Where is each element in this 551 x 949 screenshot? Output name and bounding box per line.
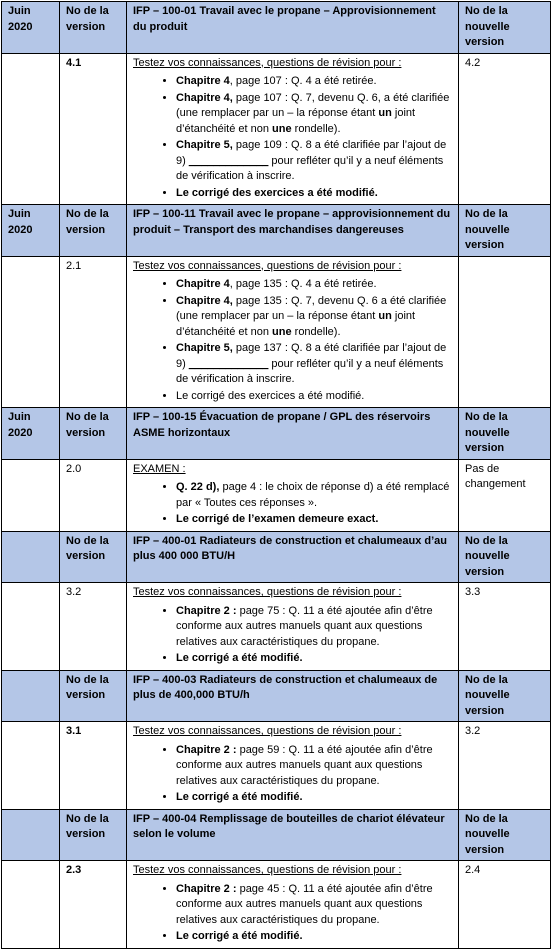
empty-date-cell: [2, 861, 60, 949]
change-item-text: page 4 : le choix de réponse d) a été remplacé par « Toutes ces réponses ».: [176, 481, 450, 509]
change-intro: Testez vos connaissances, questions de révision pour :: [133, 586, 402, 598]
version-number: 4.1: [60, 53, 127, 205]
change-item: [176, 294, 452, 341]
new-version-column-header: No de la nouvelle version: [459, 809, 551, 861]
version-number: 2.0: [60, 459, 127, 531]
change-description: [127, 722, 459, 810]
section-header-row: [2, 408, 551, 460]
change-item-text: Le corrigé a été modifié.: [176, 930, 303, 942]
empty-date-cell: [2, 722, 60, 810]
change-item-text: pour refléter qu’il y a neuf éléments de vérification à inscrire.: [176, 154, 444, 182]
change-item-text: Chapitre 4: [176, 278, 230, 290]
change-item-text: une: [272, 122, 292, 135]
change-item-text: joint d’étanchéité et non: [176, 107, 416, 135]
fill-in-blank: _____________: [188, 154, 269, 167]
section-date: [2, 809, 60, 861]
section-date: Juin 2020: [2, 205, 60, 257]
version-column-header: No de la version: [60, 670, 127, 722]
section-header-row: [2, 670, 551, 722]
new-version-column-header: No de la nouvelle version: [459, 408, 551, 460]
section-title: IFP – 100-11 Travail avec le propane – approvisionnement du produit – Transport des marchandises dangereuses: [127, 205, 459, 257]
change-item: [176, 480, 452, 511]
change-item-text: Chapitre 4,: [176, 91, 233, 104]
version-column-header: No de la version: [60, 408, 127, 460]
change-intro: Testez vos connaissances, questions de révision pour :: [133, 725, 402, 737]
change-list: [133, 882, 452, 945]
change-item-text: joint d’étanchéité et non: [176, 310, 416, 338]
section-header-row: [2, 531, 551, 583]
section-content-row: [2, 861, 551, 949]
change-item-text: Le corrigé des exercices a été modifié.: [176, 389, 365, 402]
version-number: 2.1: [60, 256, 127, 408]
change-item-text: pour refléter qu’il y a neuf éléments de vérification à inscrire.: [176, 357, 444, 385]
change-item-text: Chapitre 2 :: [176, 743, 237, 756]
change-item-text: rondelle).: [291, 325, 341, 338]
change-item-text: Chapitre 4,: [176, 294, 233, 307]
change-item: [176, 91, 452, 138]
change-item-text: page 109 : Q. 8 a été clarifiée par l’ajout de 9): [176, 139, 447, 167]
new-version-number: 3.2: [459, 722, 551, 810]
change-item: [176, 743, 452, 790]
change-item: [176, 790, 452, 806]
change-item-text: Le corrigé des exercices a été modifié.: [176, 186, 378, 199]
change-list: [133, 277, 452, 404]
change-intro: EXAMEN :: [133, 462, 186, 475]
empty-date-cell: [2, 53, 60, 205]
new-version-column-header: No de la nouvelle version: [459, 670, 551, 722]
change-item: [176, 277, 452, 293]
change-item: [176, 341, 452, 388]
section-header-row: [2, 809, 551, 861]
section-title: IFP – 400-04 Remplissage de bouteilles de chariot élévateur selon le volume: [127, 809, 459, 861]
change-item: [176, 929, 452, 945]
change-item: [176, 138, 452, 185]
change-item-text: Chapitre 5,: [176, 139, 233, 151]
version-column-header: No de la version: [60, 2, 127, 54]
change-item-text: , page 135 : Q. 4 a été retirée.: [229, 278, 377, 290]
section-content-row: [2, 256, 551, 408]
empty-date-cell: [2, 459, 60, 531]
change-item-text: page 137 : Q. 8 a été clarifiée par l’ajout de 9): [176, 342, 447, 370]
change-item-text: une: [272, 325, 292, 338]
section-date: [2, 670, 60, 722]
change-item: [176, 512, 452, 528]
change-intro: Testez vos connaissances, questions de révision pour :: [133, 259, 402, 272]
version-column-header: No de la version: [60, 809, 127, 861]
version-number: 3.1: [60, 722, 127, 810]
change-description: [127, 256, 459, 408]
change-item-text: page 45 : Q. 11 a été ajoutée afin d’être conforme aux autres manuels quant aux questions relatives aux caractéristiques du propane.: [176, 882, 433, 926]
section-date: [2, 531, 60, 583]
new-version-column-header: No de la nouvelle version: [459, 2, 551, 54]
section-content-row: [2, 583, 551, 671]
new-version-column-header: No de la nouvelle version: [459, 531, 551, 583]
change-item-text: Chapitre 2 :: [176, 882, 237, 895]
section-header-row: [2, 2, 551, 54]
version-number: 3.2: [60, 583, 127, 671]
change-item: [176, 604, 452, 651]
change-item-text: Chapitre 2 :: [176, 604, 237, 617]
change-item-text: rondelle).: [291, 122, 341, 135]
section-date: Juin 2020: [2, 408, 60, 460]
change-list: [133, 74, 452, 201]
change-item-text: Q. 22 d),: [176, 481, 220, 493]
section-content-row: [2, 459, 551, 531]
change-item: [176, 651, 452, 667]
new-version-number: [459, 256, 551, 408]
change-list: [133, 480, 452, 528]
change-item-text: Le corrigé a été modifié.: [176, 652, 303, 664]
change-item: [176, 186, 452, 202]
change-description: [127, 459, 459, 531]
new-version-number: 4.2: [459, 53, 551, 205]
section-title: IFP – 100-01 Travail avec le propane – Approvisionnement du produit: [127, 2, 459, 54]
new-version-number: Pas de changement: [459, 459, 551, 531]
new-version-number: 2.4: [459, 861, 551, 949]
new-version-number: 3.3: [459, 583, 551, 671]
change-list: [133, 743, 452, 806]
revision-table: [1, 1, 551, 949]
change-item-text: Le corrigé de l’examen demeure exact.: [176, 513, 379, 525]
revision-table-body: [2, 2, 551, 949]
section-header-row: [2, 205, 551, 257]
change-item-text: un: [378, 107, 392, 119]
change-intro: Testez vos connaissances, questions de révision pour :: [133, 56, 402, 69]
new-version-column-header: No de la nouvelle version: [459, 205, 551, 257]
change-list: [133, 604, 452, 667]
change-intro: Testez vos connaissances, questions de révision pour :: [133, 864, 402, 876]
change-item-text: page 75 : Q. 11 a été ajoutée afin d’être conforme aux autres manuels quant aux questions relatives aux caractéristiques du propane.: [176, 604, 433, 648]
version-column-header: No de la version: [60, 205, 127, 257]
change-item-text: page 135 : Q. 7, devenu Q. 6 a été clarifiée (une remplacer par un – la réponse étant: [176, 294, 447, 322]
change-description: [127, 861, 459, 949]
section-title: IFP – 100-15 Évacuation de propane / GPL des réservoirs ASME horizontaux: [127, 408, 459, 460]
version-number: 2.3: [60, 861, 127, 949]
change-item-text: Le corrigé a été modifié.: [176, 791, 303, 803]
version-column-header: No de la version: [60, 531, 127, 583]
change-item: [176, 74, 452, 90]
change-item-text: page 59 : Q. 11 a été ajoutée afin d’être conforme aux autres manuels quant aux questions relatives aux caractéristiques du propane.: [176, 743, 433, 787]
change-description: [127, 53, 459, 205]
change-item-text: un: [378, 310, 392, 322]
change-item-text: Chapitre 4: [176, 75, 230, 87]
empty-date-cell: [2, 256, 60, 408]
fill-in-blank: _____________: [188, 357, 269, 370]
section-title: IFP – 400-03 Radiateurs de construction et chalumeaux de plus de 400,000 BTU/h: [127, 670, 459, 722]
change-item-text: page 107 : Q. 7, devenu Q. 6, a été clarifiée (une remplacer par un – la réponse étant: [176, 91, 450, 119]
change-item: [176, 389, 452, 405]
section-content-row: [2, 722, 551, 810]
change-description: [127, 583, 459, 671]
section-date: Juin 2020: [2, 2, 60, 54]
change-item-text: Chapitre 5,: [176, 342, 233, 354]
section-content-row: [2, 53, 551, 205]
section-title: IFP – 400-01 Radiateurs de construction et chalumeaux d’au plus 400 000 BTU/H: [127, 531, 459, 583]
empty-date-cell: [2, 583, 60, 671]
change-item-text: , page 107 : Q. 4 a été retirée.: [229, 75, 377, 87]
